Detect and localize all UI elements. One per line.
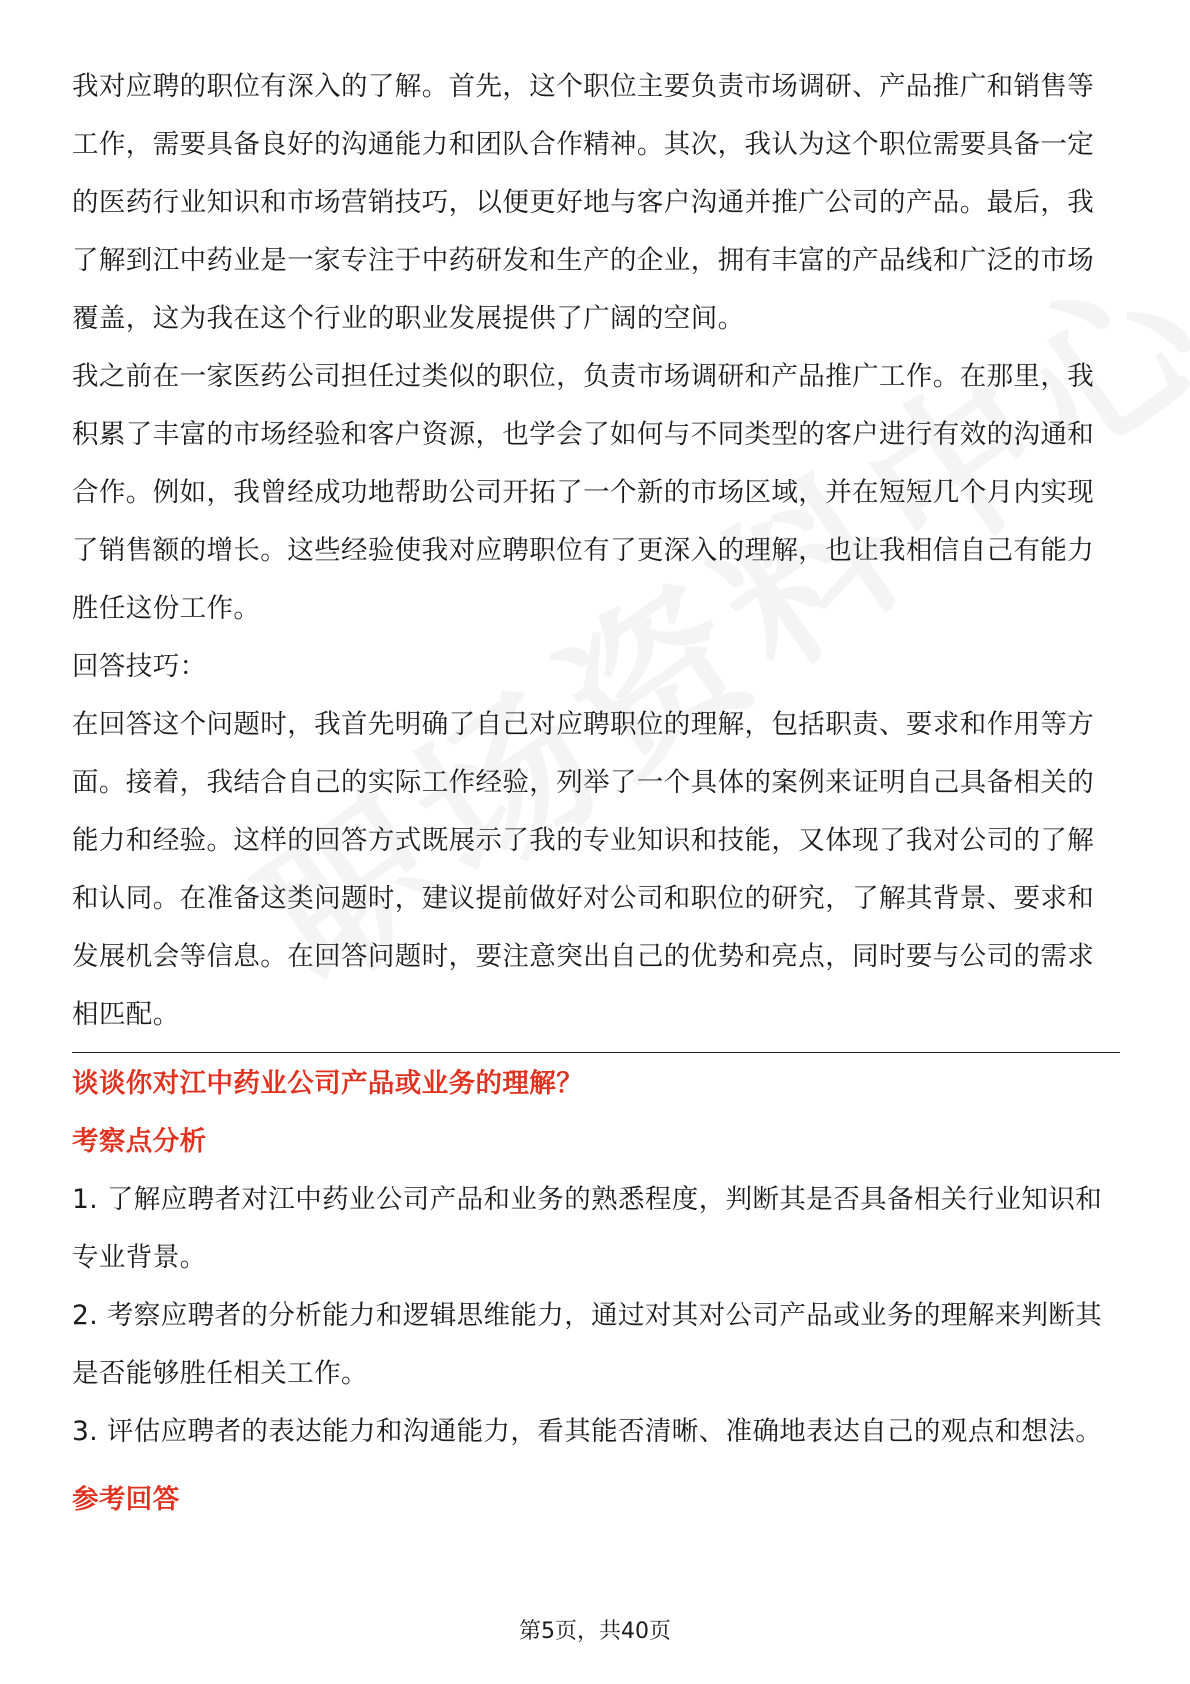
document-body (72, 58, 1120, 1529)
answer-paragraph-2: 我之前在一家医药公司担任过类似的职位，负责市场调研和产品推广工作。在那里，我积累了丰富的市场经验和客户资源，也学会了如何与不同类型的客户进行有效的沟通和合作。例如，我曾经成功地帮助公司开拓了一个新的市场区域，并在短短几个月内实现了销售额的增长。这些经验使我对应聘职位有了更深入的理解，也让我相信自己有能力胜任这份工作。 (72, 361, 1095, 624)
section-divider (72, 1052, 1120, 1053)
reference-heading: 参考回答 (72, 1484, 180, 1515)
analysis-point-3: 3. 评估应聘者的表达能力和沟通能力，看其能否清晰、准确地表达自己的观点和想法。 (72, 1416, 1103, 1447)
analysis-heading: 考察点分析 (72, 1126, 207, 1157)
question-title: 谈谈你对江中药业公司产品或业务的理解？ (72, 1068, 584, 1099)
tips-label: 回答技巧： (72, 651, 207, 682)
answer-paragraph-1: 我对应聘的职位有深入的了解。首先，这个职位主要负责市场调研、产品推广和销售等工作，需要具备良好的沟通能力和团队合作精神。其次，我认为这个职位需要具备一定的医药行业知识和市场营销技巧，以便更好地与客户沟通并推广公司的产品。最后，我了解到江中药业是一家专注于中药研发和生产的企业，拥有丰富的产品线和广泛的市场覆盖，这为我在这个行业的职业发展提供了广阔的空间。 (72, 71, 1095, 334)
analysis-point-1: 1. 了解应聘者对江中药业公司产品和业务的熟悉程度，判断其是否具备相关行业知识和专业背景。 (72, 1184, 1103, 1273)
analysis-point-2: 2. 考察应聘者的分析能力和逻辑思维能力，通过对其对公司产品或业务的理解来判断其是否能够胜任相关工作。 (72, 1300, 1103, 1389)
tips-paragraph: 在回答这个问题时，我首先明确了自己对应聘职位的理解，包括职责、要求和作用等方面。接着，我结合自己的实际工作经验，列举了一个具体的案例来证明自己具备相关的能力和经验。这样的回答方式既展示了我的专业知识和技能，又体现了我对公司的了解和认同。在准备这类问题时，建议提前做好对公司和职位的研究，了解其背景、要求和发展机会等信息。在回答问题时，要注意突出自己的优势和亮点，同时要与公司的需求相匹配。 (72, 709, 1095, 1030)
page-number: 第5页，共40页 (519, 1619, 671, 1644)
